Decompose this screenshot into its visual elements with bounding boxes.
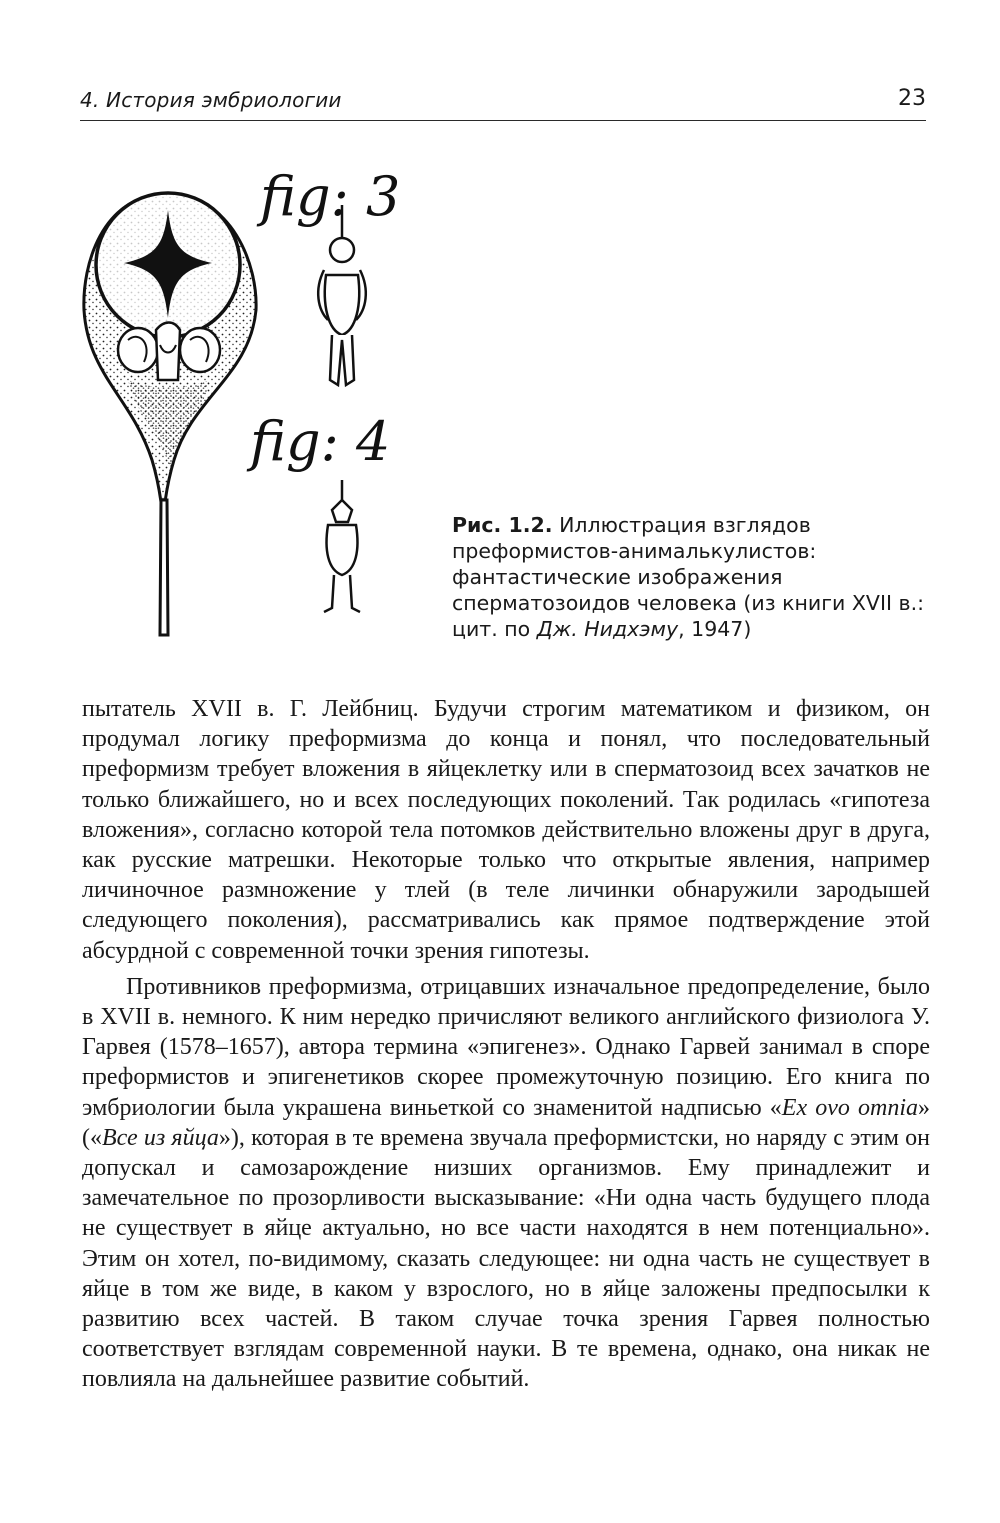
latin-phrase: Ex ovo omnia xyxy=(781,1094,918,1121)
figure-illustration xyxy=(60,130,480,650)
figure-4-homunculus xyxy=(324,480,360,612)
chapter-title: 4. История эмбриологии xyxy=(80,88,342,112)
fig4-label: fig: 4 xyxy=(250,410,391,473)
russian-phrase: Все из яйца xyxy=(102,1124,219,1151)
paragraph-2-part-b: » (« xyxy=(82,1094,930,1151)
figure-caption xyxy=(452,512,932,642)
figure-3-homunculus xyxy=(318,205,366,385)
caption-year: , 1947) xyxy=(678,617,752,641)
paragraph-2-part-c: »), которая в те времена звучала преформистски, но наряду с этим он допускал и самозарождение низших организмов. Ему принадлежит и замечательное по прозорливости высказывание: «Ни одна часть будущего плода не существует в яйце актуально, но все части находятся в нем потенциально». Этим он хотел, по-видимому, сказать следующее: ни одна часть не существует в яйце в том же виде, в каком у взрослого, но в яйце заложены предпосылки к развитию всех частей. В таком случае точка зрения Гарвея полностью соответствует взглядам современной науки. В те времена, однако, она никак не повлияла на дальнейшее развитие событий. xyxy=(82,1124,930,1393)
fig3-label: fig: 3 xyxy=(260,165,401,228)
caption-label: Рис. 1.2. xyxy=(452,513,553,537)
paragraph-2-part-a: Противников преформизма, отрицавших изначальное предопределение, было в XVII в. немного. К ним нередко причисляют великого английского физиолога У. Гарвея (1578–1657), автора термина «эпигенез». Однако Гарвей занимал в споре преформистов и эпигенетиков скорее промежуточную позицию. Его книга по эмбриологии была украшена виньеткой со знаменитой надписью « xyxy=(82,973,930,1121)
spermatozoa-drawing xyxy=(60,130,480,650)
page-number: 23 xyxy=(898,86,926,111)
body-text xyxy=(82,694,930,1395)
caption-author: Дж. Нидхэму xyxy=(536,617,679,641)
caption-text: Иллюстрация взглядов преформистов-анималькулистов: фантастические изображения сперматозоидов человека (из книги XVII в.: цит. по xyxy=(452,513,925,641)
paragraph-1: пытатель XVII в. Г. Лейбниц. Будучи строгим математиком и физиком, он продумал логику преформизма до конца и понял, что последовательный преформизм требует вложения в яйцеклетку или в сперматозоид всех зачатков не только ближайшего, но и всех последующих поколений. Так родилась «гипотеза вложения», согласно которой тела потомков действительно вложены друг в друга, как русские матрешки. Некоторые только что открытые явления, например личиночное размножение у тлей (в теле личинки обнаружили зародышей следующего поколения), рассматривались как прямое подтверждение этой абсурдной с современной точки зрения гипотезы. xyxy=(82,696,930,964)
paragraph-2 xyxy=(82,972,930,1395)
running-header xyxy=(80,82,926,121)
